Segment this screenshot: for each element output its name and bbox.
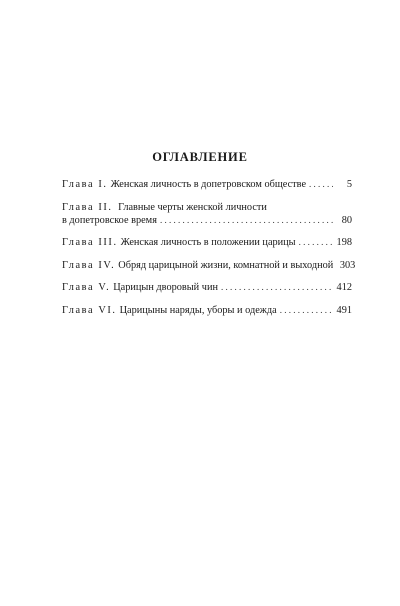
chapter-number: Глава IV. <box>62 259 116 271</box>
dot-leader <box>299 236 333 249</box>
page-number: 198 <box>336 237 352 248</box>
page-number: 491 <box>336 304 352 316</box>
chapter-title: Женская личность в положении царицы <box>120 237 296 248</box>
chapter-title: Главные черты женской личности <box>118 201 267 213</box>
toc-entry-2[interactable] <box>62 201 352 227</box>
dot-leader <box>160 214 333 227</box>
chapter-title: Обряд царицыной жизни, комнатной и выходной <box>118 259 334 271</box>
chapter-number: Глава III. <box>62 237 118 248</box>
toc-entry-6[interactable] <box>62 304 352 317</box>
toc-title: ОГЛАВЛЕНИЕ <box>152 150 248 164</box>
page-number: 80 <box>341 214 352 226</box>
dot-leader <box>309 178 333 191</box>
table-of-contents <box>62 178 356 326</box>
toc-entry-4[interactable] <box>62 259 356 272</box>
toc-entry-1[interactable] <box>62 178 352 191</box>
chapter-title: Царицын дворовый чин <box>113 282 218 293</box>
toc-entry-5[interactable] <box>62 281 352 294</box>
toc-entry-3[interactable] <box>62 236 352 249</box>
chapter-number: Глава II. <box>62 201 113 213</box>
page-number: 303 <box>339 259 356 271</box>
chapter-title: Женская личность в допетровском обществе <box>110 179 307 190</box>
page-number: 5 <box>346 179 352 190</box>
chapter-number: Глава V. <box>62 282 111 293</box>
page-number: 412 <box>336 282 352 293</box>
chapter-title: Царицыны наряды, уборы и одежда <box>119 304 277 316</box>
chapter-number: Глава VI. <box>62 304 117 316</box>
dot-leader <box>280 304 333 317</box>
chapter-title-continued: в допетровское время <box>62 214 157 226</box>
chapter-number: Глава I. <box>62 179 108 190</box>
dot-leader <box>221 281 333 294</box>
